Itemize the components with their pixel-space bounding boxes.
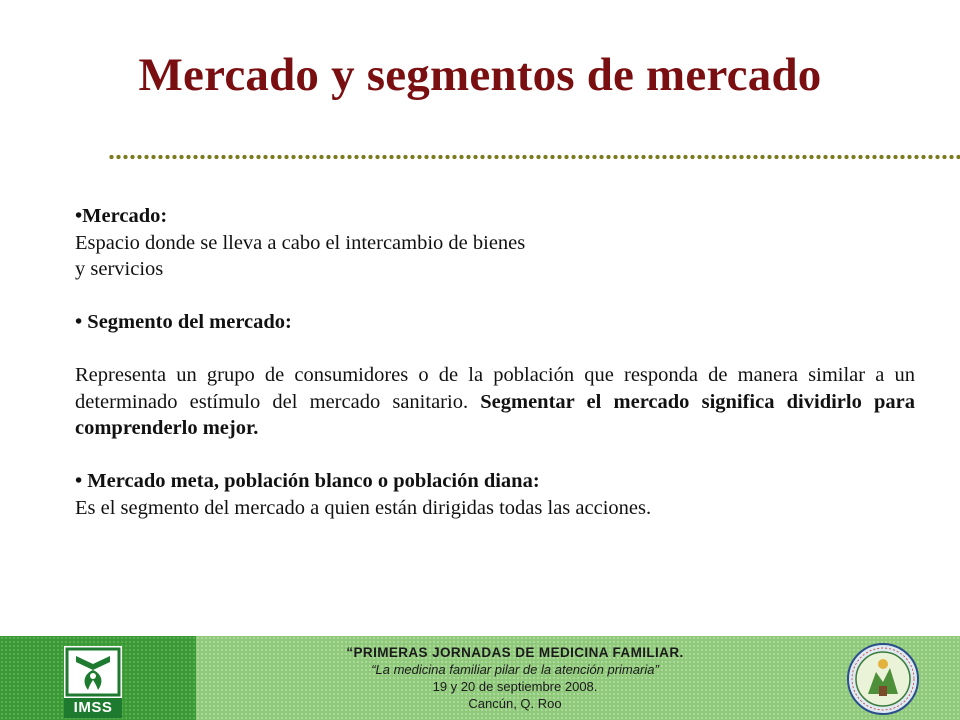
segmento-definition (75, 362, 915, 442)
mercado-definition-line-2: y servicios (75, 258, 164, 280)
spacer (75, 336, 915, 363)
event-seal-icon (846, 642, 920, 716)
footer-banner (0, 636, 960, 720)
slide-title: Mercado y segmentos de mercado (138, 49, 822, 101)
slide-content (75, 203, 915, 521)
imss-logo-text: IMSS (64, 698, 122, 718)
meta-definition: Es el segmento del mercado a quien están dirigidas todas las acciones. (75, 496, 652, 519)
mercado-heading: •Mercado: (75, 205, 168, 227)
segmento-heading: • Segmento del mercado: (75, 311, 292, 333)
meta-heading: • Mercado meta, población blanco o población diana: (75, 470, 540, 492)
event-location: Cancún, Q. Roo (468, 696, 562, 711)
spacer (75, 283, 915, 310)
spacer (75, 442, 915, 469)
imss-logo (64, 646, 122, 718)
segmento-emphasis: Segmentar el mercado significa dividirlo para comprenderlo mejor. (75, 390, 915, 439)
event-dates: 19 y 20 de septiembre 2008. (432, 679, 598, 694)
event-slogan: “La medicina familiar pilar de la atención primaria” (371, 662, 659, 677)
event-title: “PRIMERAS JORNADAS DE MEDICINA FAMILIAR. (346, 645, 684, 660)
segmento-body: Representa un grupo de consumidores o de la población que responda de manera similar a un determinado estímulo del mercado sanitario. (75, 364, 915, 413)
mercado-definition-line-1: Espacio donde se lleva a cabo el intercambio de bienes (75, 231, 526, 254)
event-info (300, 644, 730, 712)
dotted-divider (108, 150, 960, 164)
imss-emblem-icon (64, 646, 122, 698)
